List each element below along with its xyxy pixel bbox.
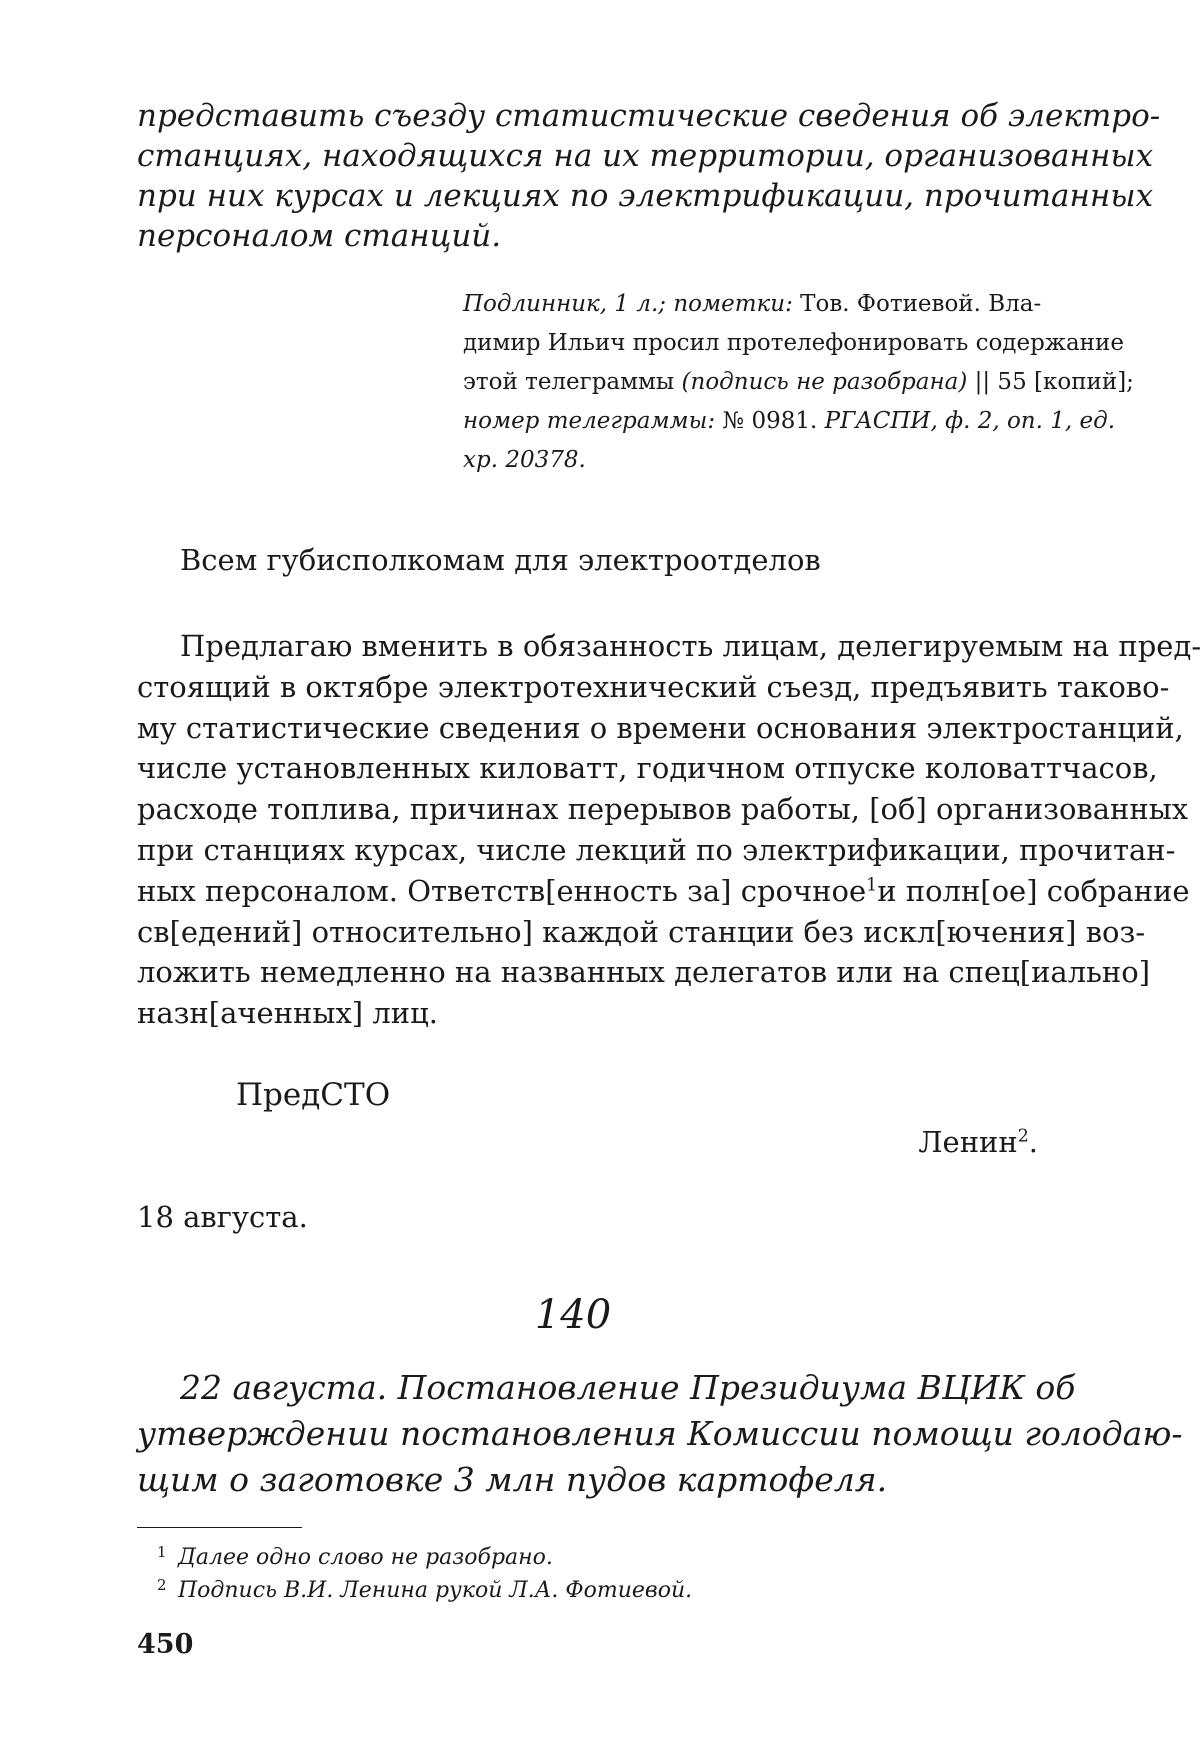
body-line: св[едений] относительно] каждой станции без искл[ючения] воз- — [137, 914, 1146, 949]
note-line: димир Ильич просил протелефонировать содержание — [463, 330, 1124, 356]
body-line: назн[аченных] лиц. — [137, 996, 438, 1031]
body-line: ных персоналом. Ответств[енность за] срочное$^1$и полн[ое] собрание — [137, 873, 1190, 908]
signer-title: ПредСТО — [236, 1077, 391, 1113]
telegram-date: 18 августа. — [137, 1200, 308, 1234]
telegram-body — [137, 626, 1201, 1034]
heading-line: щим о заготовке 3 млн пудов картофеля. — [137, 1460, 888, 1499]
body-line: числе установленных киловатт, годичном отпуске коловаттчасов, — [137, 751, 1158, 786]
note-line: номер телеграммы: № 0981. РГАСПИ, ф. 2, оп. 1, ед. — [463, 408, 1115, 434]
footnote-text: Подпись В.И. Ленина рукой Л.А. Фотиевой. — [178, 1578, 693, 1603]
page-number: 450 — [137, 1629, 194, 1660]
intro-line: представить съезду статистические сведения об электро- — [137, 98, 1161, 134]
footnote-mark: 2 — [157, 1576, 167, 1594]
footnote-2 — [157, 1576, 693, 1606]
intro-line: персоналом станций. — [137, 218, 502, 254]
signer-name: Ленин$^2$. — [918, 1125, 1038, 1159]
note-line: этой телеграммы (подпись не разобрана) || 55 [копий]; — [463, 369, 1134, 395]
note-line: Подлинник, 1 л.; пометки: Тов. Фотиевой. Вла- — [463, 291, 1042, 317]
telegram-addressee: Всем губисполкомам для электроотделов — [180, 543, 821, 577]
note-line: хр. 20378. — [463, 447, 586, 473]
body-line: стоящий в октябре электротехнический съезд, предъявить таково- — [137, 669, 1170, 704]
footnote-divider — [137, 1527, 302, 1528]
body-line: ложить немедленно на названных делегатов или на спец[иально] — [137, 955, 1151, 990]
footnote-mark: 1 — [157, 1543, 167, 1561]
footnote-ref-1: 1 — [866, 875, 878, 896]
heading-line: 22 августа. Постановление Президиума ВЦИК об — [180, 1368, 1076, 1407]
footnote-text: Далее одно слово не разобрано. — [178, 1545, 553, 1570]
intro-line: станциях, находящихся на их территории, организованных — [137, 138, 1154, 174]
document-number: 140 — [534, 1292, 612, 1338]
archival-note — [463, 285, 1134, 480]
footnote-ref-2: 2 — [1017, 1126, 1029, 1147]
heading-line: утверждении постановления Комиссии помощи голодаю- — [137, 1414, 1183, 1453]
body-line: Предлагаю вменить в обязанность лицам, делегируемым на пред- — [180, 629, 1201, 663]
document-heading — [137, 1365, 1183, 1503]
body-line: при станциях курсах, числе лекций по электрификации, прочитан- — [137, 832, 1176, 867]
footnote-1 — [157, 1543, 553, 1573]
body-line: му статистические сведения о времени основания электростанций, — [137, 710, 1184, 745]
body-line: расходе топлива, причинах перерывов работы, [об] организованных — [137, 792, 1189, 827]
intro-line: при них курсах и лекциях по электрификации, прочитанных — [137, 178, 1154, 214]
